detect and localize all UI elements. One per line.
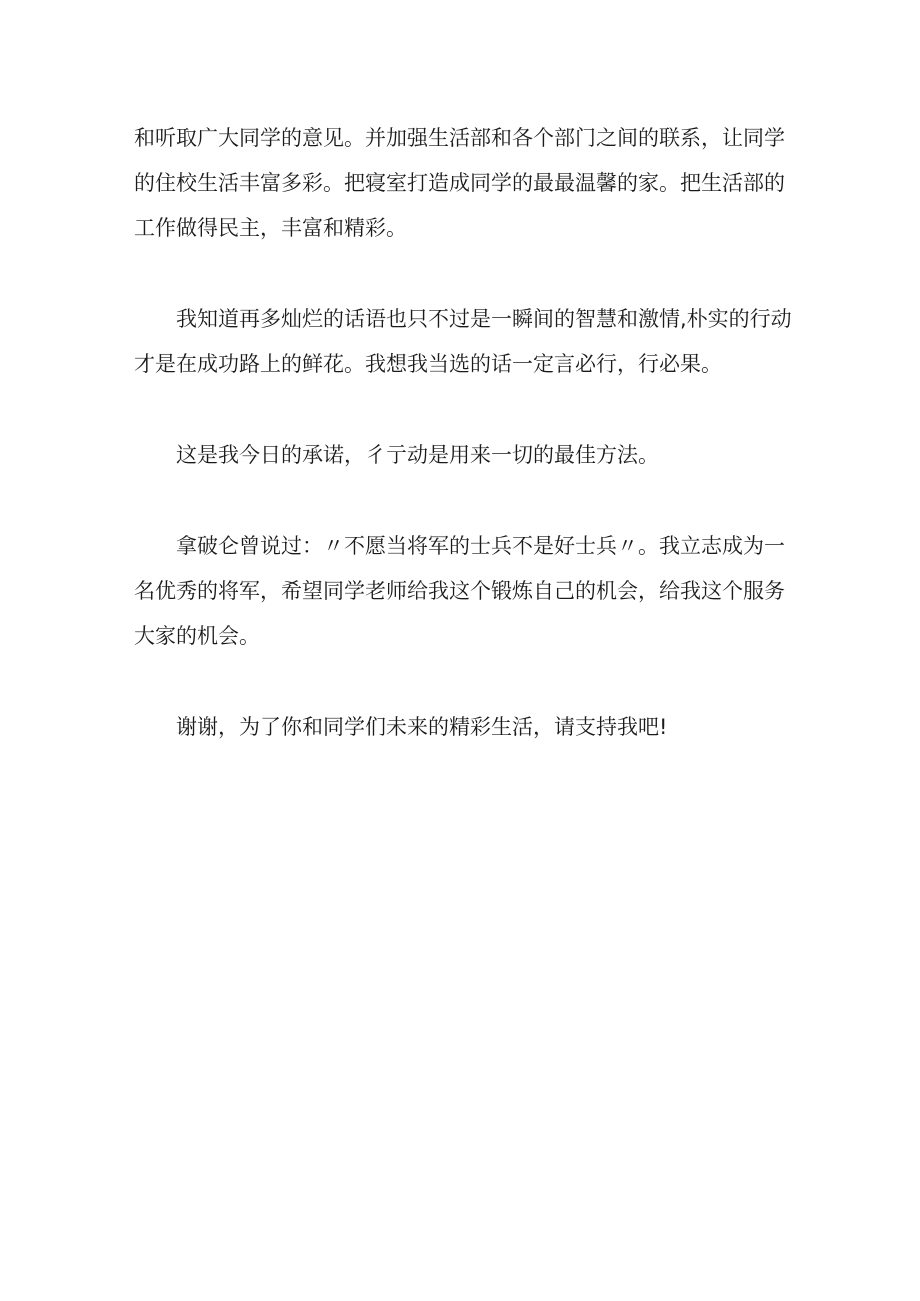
paragraph-1: 和听取广大同学的意见。并加强生活部和各个部门之间的联系，让同学的住校生活丰富多彩。把寝室打造成同学的最最温馨的家。把生活部的工作做得民主，丰富和精彩。 <box>134 126 785 240</box>
document-body <box>134 116 794 796</box>
paragraph-4: 拿破仑曾说过：〃不愿当将军的士兵不是好士兵〃。我立志成为一名优秀的将军，希望同学老师给我这个锻炼自己的机会，给我这个服务大家的机会。 <box>134 534 785 648</box>
paragraph-3: 这是我今日的承诺，彳亍动是用来一切的最佳方法。 <box>176 443 659 467</box>
paragraph-5: 谢谢，为了你和同学们未来的精彩生活，请支持我吧! <box>176 715 668 739</box>
paragraph-2: 我知道再多灿烂的话语也只不过是一瞬间的智慧和激情,朴实的行动才是在成功路上的鲜花。我想我当选的话一定言必行，行必果。 <box>134 307 792 376</box>
